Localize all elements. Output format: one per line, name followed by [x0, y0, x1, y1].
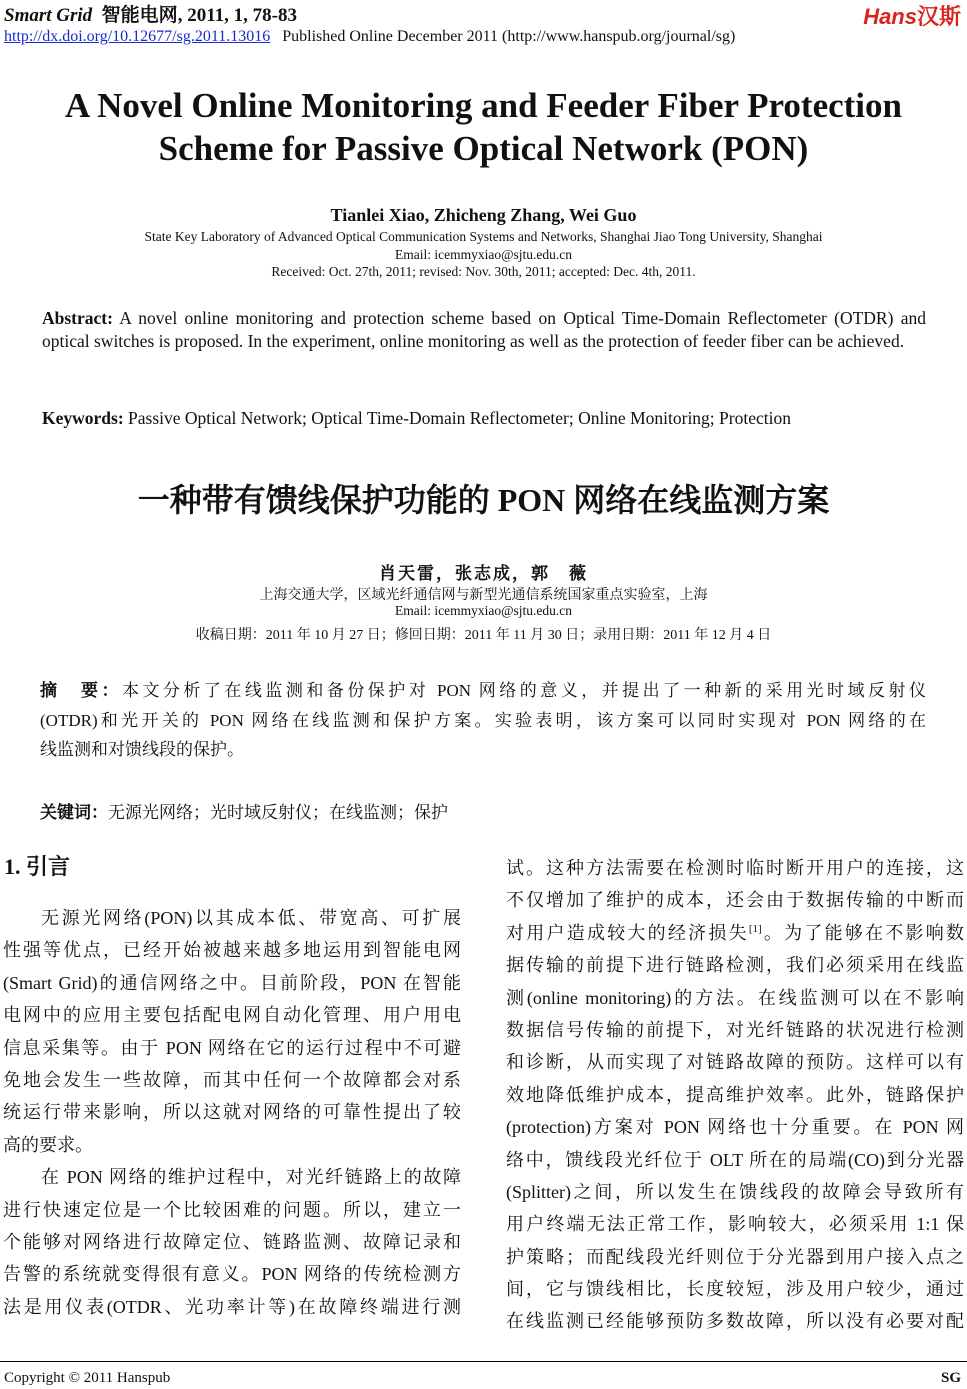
body-line: 不仅增加了维护的成本，还会由于数据传输的中断而 [506, 890, 964, 911]
section-heading: 1. 引言 [4, 854, 71, 879]
body-line: 间，它与馈线相比，长度较短，涉及用户较少，通过 [506, 1279, 964, 1300]
body-line: 数据信号传输的前提下，对光纤链路的状况进行检测 [506, 1019, 964, 1040]
body-line: (Smart Grid)的通信网络之中。目前阶段，PON 在智能 [3, 972, 461, 993]
journal-header [4, 0, 297, 27]
affiliation: State Key Laboratory of Advanced Optical Communication Systems and Networks, Shanghai Jiao Tong University, Shanghai [144, 229, 823, 244]
journal-issue: , 2011, 1, 78-83 [177, 5, 297, 26]
body-line: 进行快速定位是一个比较困难的问题。所以，建立一 [3, 1199, 461, 1220]
title-line: A Novel Online Monitoring and Feeder Fiber Protection [64, 86, 902, 125]
footer-divider [0, 1361, 967, 1362]
title-line: Scheme for Passive Optical Network (PON) [158, 129, 809, 168]
cn-title: 一种带有馈线保护功能的 PON 网络在线监测方案 [137, 482, 830, 518]
paper-title [0, 84, 967, 170]
cn-abstract-line: 摘 要：本文分析了在线监测和备份保护对 PON 网络的意义，并提出了一种新的采用光时域反射仪 [40, 681, 926, 700]
body-line: 络中，馈线段光纤位于 OLT 所在的局端(CO)到分光器 [506, 1149, 964, 1170]
authors: Tianlei Xiao, Zhicheng Zhang, Wei Guo [330, 205, 637, 225]
cn-abstract-line: 线监测和对馈线段的保护。 [40, 740, 244, 759]
journal-name: Smart Grid [4, 5, 93, 26]
body-line: 统运行带来影响，所以这就对网络的可靠性提出了较 [3, 1102, 461, 1123]
doi-link[interactable]: http://dx.doi.org/10.12677/sg.2011.13016 [4, 28, 271, 45]
body-line: (Splitter)之间，所以发生在馈线段的故障会导致所有 [506, 1181, 964, 1202]
body-line: 和诊断，从而实现了对链路故障的预防。这样可以有 [506, 1052, 964, 1073]
body-line: 无源光网络(PON)以其成本低、带宽高、可扩展 [41, 908, 461, 928]
right-column [506, 852, 964, 1338]
body-line: 测(online monitoring)的方法。在线监测可以在不影响 [506, 987, 964, 1008]
body-line: 用户终端无法正常工作，影响较大，必须采用 1:1 保 [506, 1214, 964, 1235]
body-line: 免地会发生一些故障，而其中任何一个故障都会对系 [3, 1069, 461, 1090]
copyright: Copyright © 2011 Hanspub [4, 1370, 171, 1386]
email: Email: icemmyxiao@sjtu.edu.cn [394, 247, 573, 262]
body-line: 电网中的应用主要包括配电网自动化管理、用户用电 [3, 1005, 461, 1026]
body-line: 信息采集等。由于 PON 网络在它的运行过程中不可避 [3, 1037, 461, 1058]
body-line: 据传输的前提下进行链路检测，我们必须采用在线监 [506, 955, 964, 976]
body-line: 对用户造成较大的经济损失[1]。为了能够在不影响数 [506, 922, 964, 943]
body-line: 护策略；而配线段光纤则位于分光器到用户接入点之 [506, 1246, 964, 1267]
doi-line [4, 28, 735, 46]
received-dates: Received: Oct. 27th, 2011; revised: Nov. 30th, 2011; accepted: Dec. 4th, 2011. [271, 264, 696, 279]
publisher-logo: Hans汉斯 [863, 4, 961, 29]
cn-affiliation: 上海交通大学，区域光纤通信网与新型光通信系统国家重点实验室，上海 [259, 588, 708, 603]
body-line: (protection)方案对 PON 网络也十分重要。在 PON 网 [506, 1117, 964, 1138]
cn-email: Email: icemmyxiao@sjtu.edu.cn [394, 603, 573, 618]
citation-ref[interactable]: [1] [748, 922, 762, 935]
body-line: 性强等优点，已经开始被越来越多地运用到智能电网 [3, 940, 461, 961]
body-line: 在线监测已经能够预防多数故障，所以没有必要对配 [506, 1311, 964, 1332]
journal-name-cn: 智能电网 [101, 5, 178, 26]
keywords: Keywords: Passive Optical Network; Optical Time-Domain Reflectometer; Online Monitoring; Protection [42, 408, 791, 428]
body-line: 高的要求。 [3, 1134, 93, 1155]
left-column [3, 902, 461, 1323]
published-info: Published Online December 2011 (http://www.hanspub.org/journal/sg) [282, 28, 736, 45]
cn-keywords: 关键词：无源光网络；光时域反射仪；在线监测；保护 [40, 803, 448, 822]
cn-abstract-line: (OTDR)和光开关的 PON 网络在线监测和保护方案。实验表明，该方案可以同时实现对 PON 网络的在 [40, 711, 926, 730]
body-line: 在 PON 网络的维护过程中，对光纤链路上的故障 [41, 1167, 461, 1188]
abstract: Abstract: A novel online monitoring and protection scheme based on Optical Time-Domain Reflectometer (OTDR) and optical switches is proposed. In the experiment, online monitoring as well as the protection of feeder fiber can be achieved. [42, 308, 926, 351]
body-line: 效地降低维护成本，提高维护效率。此外，链路保护 [506, 1084, 964, 1105]
body-line: 法是用仪表(OTDR、光功率计等)在故障终端进行测 [3, 1296, 461, 1317]
cn-authors: 肖天雷，张志成，郭 薇 [379, 564, 588, 583]
body-line: 告警的系统就变得很有意义。PON 网络的传统检测方 [3, 1264, 461, 1285]
body-line: 个能够对网络进行故障定位、链路监测、故障记录和 [3, 1231, 461, 1252]
cn-dates: 收稿日期：2011 年 10 月 27 日；修回日期：2011 年 11 月 30 日；录用日期：2011 年 12 月 4 日 [195, 628, 772, 643]
body-line: 试。这种方法需要在检测时临时断开用户的连接，这 [506, 858, 964, 878]
journal-code: SG [940, 1370, 961, 1386]
